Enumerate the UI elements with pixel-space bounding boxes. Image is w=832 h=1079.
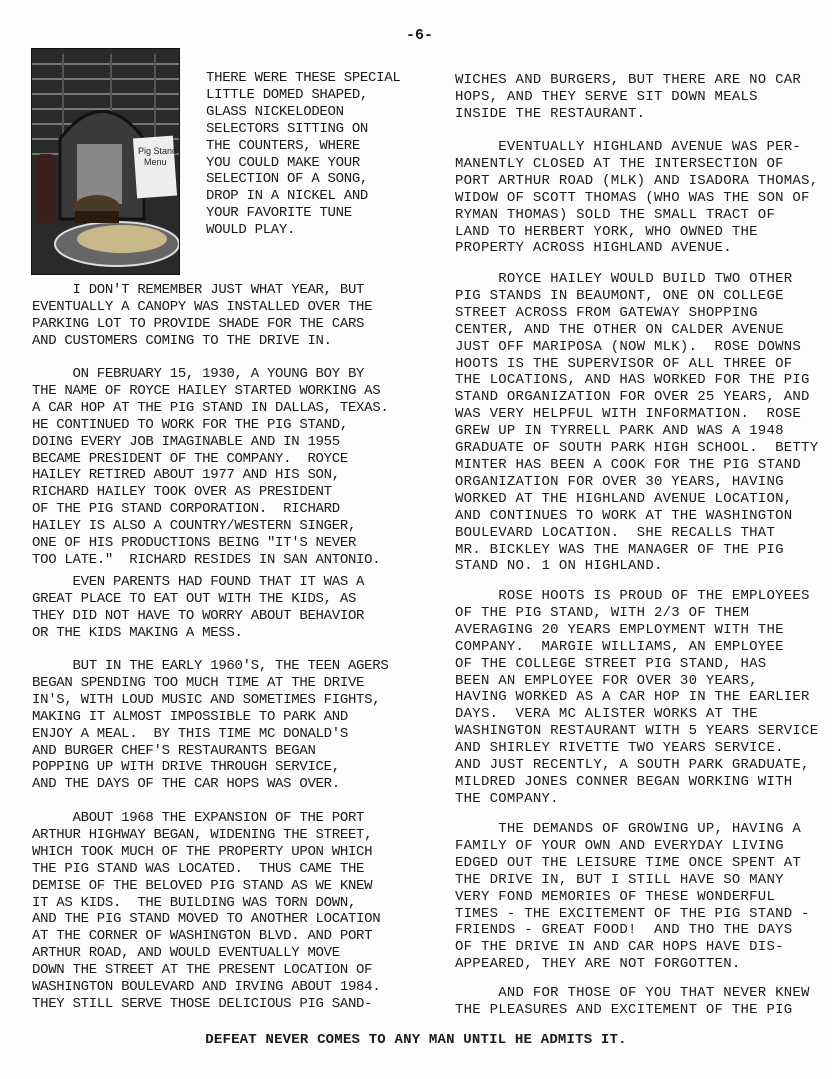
text-line: DAYS. VERA MC ALISTER WORKS AT THE — [455, 706, 758, 723]
text-line: OF THE DRIVE IN AND CAR HOPS HAVE DIS- — [455, 939, 784, 956]
text-line: DEMISE OF THE BELOVED PIG STAND AS WE KNEW — [32, 877, 373, 894]
text-line: BEGAN SPENDING TOO MUCH TIME AT THE DRIVE — [32, 674, 365, 691]
text-line: FAMILY OF YOUR OWN AND EVERYDAY LIVING — [455, 837, 784, 854]
text-line: EDGED OUT THE LEISURE TIME ONCE SPENT AT — [455, 854, 802, 871]
text-line: GLASS NICKELODEON — [206, 103, 344, 120]
text-line: MILDRED JONES CONNER BEGAN WORKING WITH — [455, 773, 793, 790]
text-line: AT THE CORNER OF WASHINGTON BLVD. AND PORT — [32, 928, 373, 945]
text-line: MR. BICKLEY WAS THE MANAGER OF THE PIG — [455, 541, 784, 558]
text-line: ON FEBRUARY 15, 1930, A YOUNG BOY BY — [32, 366, 365, 382]
text-line: AND THE PIG STAND MOVED TO ANOTHER LOCATION — [32, 911, 381, 928]
text-line: AND CUSTOMERS COMING TO THE DRIVE IN. — [32, 332, 332, 349]
text-line: ONE OF HIS PRODUCTIONS BEING "IT'S NEVER — [32, 535, 357, 552]
text-line: THE LOCATIONS, AND HAS WORKED FOR THE PIG — [455, 372, 810, 389]
text-line: OF THE PIG STAND, WITH 2/3 OF THEM — [455, 604, 750, 621]
paragraph — [455, 72, 801, 123]
paragraph — [32, 658, 388, 793]
text-line: AVERAGING 20 YEARS EMPLOYMENT WITH THE — [455, 621, 784, 638]
text-line: ROSE HOOTS IS PROUD OF THE EMPLOYEES — [455, 588, 810, 604]
text-line: I DON'T REMEMBER JUST WHAT YEAR, BUT — [32, 282, 365, 298]
text-line: HAILEY RETIRED ABOUT 1977 AND HIS SON, — [32, 467, 340, 484]
text-line: WIDOW OF SCOTT THOMAS (WHO WAS THE SON OF — [455, 189, 810, 206]
text-line: EVEN PARENTS HAD FOUND THAT IT WAS A — [32, 574, 365, 590]
text-line: BUT IN THE EARLY 1960'S, THE TEEN AGERS — [32, 658, 389, 674]
text-line: WICHES AND BURGERS, BUT THERE ARE NO CAR — [455, 72, 802, 88]
text-line: MAKING IT ALMOST IMPOSSIBLE TO PARK AND — [32, 708, 348, 725]
text-line: RYMAN THOMAS) SOLD THE SMALL TRACT OF — [455, 206, 776, 223]
text-line: POPPING UP WITH DRIVE THROUGH SERVICE, — [32, 759, 340, 776]
text-line: AND CONTINUES TO WORK AT THE WASHINGTON — [455, 507, 793, 524]
text-line: RICHARD HAILEY TOOK OVER AS PRESIDENT — [32, 484, 332, 501]
text-line: HOPS, AND THEY SERVE SIT DOWN MEALS — [455, 88, 758, 105]
text-line: WHICH TOOK MUCH OF THE PROPERTY UPON WHICH — [32, 843, 373, 860]
paragraph — [455, 821, 810, 973]
text-line: DOWN THE STREET AT THE PRESENT LOCATION OF — [32, 962, 373, 979]
text-line: EVENTUALLY A CANOPY WAS INSTALLED OVER THE — [32, 298, 373, 315]
text-line: EVENTUALLY HIGHLAND AVENUE WAS PER- — [455, 139, 802, 155]
text-line: CENTER, AND THE OTHER ON CALDER AVENUE — [455, 321, 784, 338]
jukebox-burger-illustration — [32, 49, 179, 274]
text-line: THE DRIVE IN, BUT I STILL HAVE SO MANY — [455, 871, 784, 888]
text-line: AND THE DAYS OF THE CAR HOPS WAS OVER. — [32, 776, 340, 793]
footer-quote: DEFEAT NEVER COMES TO ANY MAN UNTIL HE ADMITS IT. — [205, 1032, 627, 1048]
text-line: FRIENDS - GREAT FOOD! AND THO THE DAYS — [455, 922, 793, 939]
text-line: APPEARED, THEY ARE NOT FORGOTTEN. — [455, 956, 741, 973]
text-line: BEEN AN EMPLOYEE FOR OVER 30 YEARS, — [455, 672, 758, 689]
text-line: STAND NO. 1 ON HIGHLAND. — [455, 558, 663, 575]
text-line: TOO LATE." RICHARD RESIDES IN SAN ANTONIO. — [32, 551, 381, 568]
text-line: ABOUT 1968 THE EXPANSION OF THE PORT — [32, 810, 365, 826]
menu-logo-text: Pig Stand — [138, 146, 178, 156]
text-line: PIG STANDS IN BEAUMONT, ONE ON COLLEGE — [455, 287, 784, 304]
text-line: AND SHIRLEY RIVETTE TWO YEARS SERVICE. — [455, 740, 784, 757]
paragraph — [32, 282, 372, 350]
text-line: IN'S, WITH LOUD MUSIC AND SOMETIMES FIGHTS, — [32, 691, 381, 708]
text-line: WAS VERY HELPFUL WITH INFORMATION. ROSE — [455, 406, 802, 423]
text-line: WOULD PLAY. — [206, 222, 296, 239]
text-line: OF THE COLLEGE STREET PIG STAND, HAS — [455, 655, 767, 672]
text-line: THE COMPANY. — [455, 790, 559, 807]
text-line: SELECTION OF A SONG, — [206, 171, 369, 188]
text-line: HE CONTINUED TO WORK FOR THE PIG STAND, — [32, 416, 348, 433]
text-line: LITTLE DOMED SHAPED, — [206, 86, 369, 103]
photo-caption — [206, 70, 400, 239]
text-line: THEY DID NOT HAVE TO WORRY ABOUT BEHAVIOR — [32, 607, 365, 624]
text-line: WORKED AT THE HIGHLAND AVENUE LOCATION, — [455, 490, 793, 507]
page-number: -6- — [406, 27, 434, 44]
text-line: STAND ORGANIZATION FOR OVER 25 YEARS, AND — [455, 389, 810, 406]
text-line: AND BURGER CHEF'S RESTAURANTS BEGAN — [32, 742, 316, 759]
paragraph — [32, 366, 388, 569]
text-line: YOU COULD MAKE YOUR — [206, 154, 360, 171]
text-line: JUST OFF MARIPOSA (NOW MLK). ROSE DOWNS — [455, 338, 802, 355]
text-line: YOUR FAVORITE TUNE — [206, 205, 352, 222]
pig-stand-photo — [31, 48, 180, 275]
text-line: OF THE PIG STAND CORPORATION. RICHARD — [32, 501, 340, 518]
text-line: BECAME PRESIDENT OF THE COMPANY. ROYCE — [32, 450, 348, 467]
paragraph — [32, 810, 380, 1013]
text-line: VERY FOND MEMORIES OF THESE WONDERFUL — [455, 888, 776, 905]
text-line: STREET ACROSS FROM GATEWAY SHOPPING — [455, 304, 758, 321]
text-line: ENJOY A MEAL. BY THIS TIME MC DONALD'S — [32, 725, 348, 742]
text-line: PROPERTY ACROSS HIGHLAND AVENUE. — [455, 240, 732, 257]
text-line: AND JUST RECENTLY, A SOUTH PARK GRADUATE, — [455, 757, 810, 774]
paragraph — [455, 139, 818, 257]
text-line: COMPANY. MARGIE WILLIAMS, AN EMPLOYEE — [455, 638, 784, 655]
text-line: TIMES - THE EXCITEMENT OF THE PIG STAND - — [455, 905, 810, 922]
text-line: THE PLEASURES AND EXCITEMENT OF THE PIG — [455, 1001, 793, 1018]
svg-text:Menu: Menu — [144, 157, 167, 167]
text-line: A CAR HOP AT THE PIG STAND IN DALLAS, TEXAS. — [32, 399, 389, 416]
text-line: PORT ARTHUR ROAD (MLK) AND ISADORA THOMAS, — [455, 172, 819, 189]
text-line: BOULEVARD LOCATION. SHE RECALLS THAT — [455, 524, 776, 541]
paragraph — [455, 985, 810, 1019]
text-line: HOOTS IS THE SUPERVISOR OF ALL THREE OF — [455, 355, 793, 372]
text-line: MINTER HAS BEEN A COOK FOR THE PIG STAND — [455, 456, 802, 473]
text-line: THE PIG STAND WAS LOCATED. THUS CAME THE — [32, 860, 365, 877]
text-line: ORGANIZATION FOR OVER 30 YEARS, HAVING — [455, 473, 784, 490]
text-line: MANENTLY CLOSED AT THE INTERSECTION OF — [455, 155, 784, 172]
text-line: THEY STILL SERVE THOSE DELICIOUS PIG SAND- — [32, 995, 373, 1012]
paragraph — [455, 271, 818, 575]
text-line: DROP IN A NICKEL AND — [206, 188, 369, 205]
text-line: OR THE KIDS MAKING A MESS. — [32, 624, 243, 641]
text-line: DOING EVERY JOB IMAGINABLE AND IN 1955 — [32, 433, 340, 450]
text-line: ARTHUR HIGHWAY BEGAN, WIDENING THE STREET, — [32, 826, 373, 843]
text-line: SELECTORS SITTING ON — [206, 120, 369, 137]
paragraph — [455, 588, 818, 808]
text-line: PARKING LOT TO PROVIDE SHADE FOR THE CARS — [32, 315, 365, 332]
text-line: HAILEY IS ALSO A COUNTRY/WESTERN SINGER, — [32, 518, 357, 535]
paragraph — [32, 574, 364, 642]
text-line: INSIDE THE RESTAURANT. — [455, 105, 646, 122]
text-line: THE COUNTERS, WHERE — [206, 137, 360, 154]
text-line: WASHINGTON RESTAURANT WITH 5 YEARS SERVICE — [455, 723, 819, 740]
text-line: GREAT PLACE TO EAT OUT WITH THE KIDS, AS — [32, 590, 357, 607]
text-line: ROYCE HAILEY WOULD BUILD TWO OTHER — [455, 271, 793, 287]
text-line: THE NAME OF ROYCE HAILEY STARTED WORKING AS — [32, 382, 381, 399]
text-line: LAND TO HERBERT YORK, WHO OWNED THE — [455, 223, 758, 240]
text-line: THERE WERE THESE SPECIAL — [206, 70, 401, 86]
text-line: AND FOR THOSE OF YOU THAT NEVER KNEW — [455, 985, 810, 1001]
text-line: WASHINGTON BOULEVARD AND IRVING ABOUT 1984. — [32, 979, 381, 996]
text-line: IT AS KIDS. THE BUILDING WAS TORN DOWN, — [32, 894, 357, 911]
text-line: HAVING WORKED AS A CAR HOP IN THE EARLIER — [455, 689, 810, 706]
text-line: GRADUATE OF SOUTH PARK HIGH SCHOOL. BETTY — [455, 440, 819, 457]
text-line: ARTHUR ROAD, AND WOULD EVENTUALLY MOVE — [32, 945, 340, 962]
text-line: THE DEMANDS OF GROWING UP, HAVING A — [455, 821, 802, 837]
text-line: GREW UP IN TYRRELL PARK AND WAS A 1948 — [455, 423, 784, 440]
